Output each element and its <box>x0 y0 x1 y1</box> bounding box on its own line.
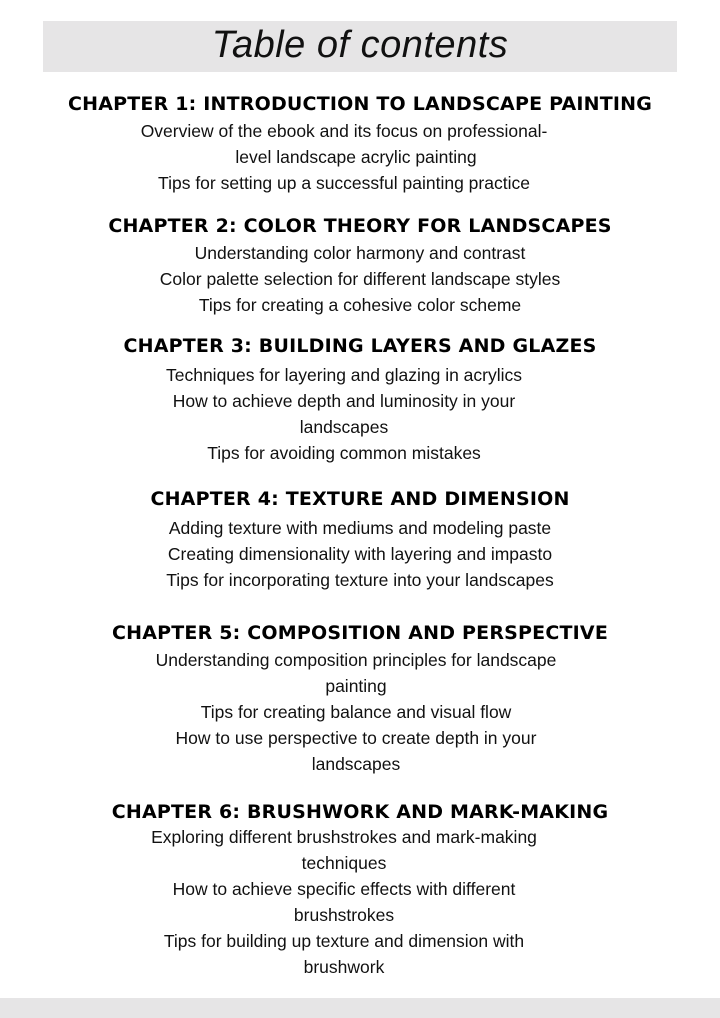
chapter-line: brushstrokes <box>293 905 395 925</box>
chapter-heading: CHAPTER 6: BRUSHWORK AND MARK-MAKING <box>111 801 609 823</box>
chapter-heading: CHAPTER 3: BUILDING LAYERS AND GLAZES <box>123 335 597 357</box>
chapter-line: Tips for incorporating texture into your landscapes <box>166 570 554 590</box>
chapter-line: How to use perspective to create depth in your <box>175 728 537 748</box>
chapter-line: Tips for setting up a successful painting practice <box>158 173 530 193</box>
chapter-line: Techniques for layering and glazing in acrylics <box>165 365 523 385</box>
chapter-line: landscapes <box>299 417 389 437</box>
chapter-line: Tips for avoiding common mistakes <box>207 443 481 463</box>
chapter-line: Creating dimensionality with layering and impasto <box>167 544 553 564</box>
chapter-line: landscapes <box>311 754 401 774</box>
chapter-heading: CHAPTER 4: TEXTURE AND DIMENSION <box>150 488 570 510</box>
chapter-line: painting <box>325 676 387 696</box>
footer-bar <box>0 998 720 1018</box>
chapter-line: Tips for creating balance and visual flow <box>200 702 512 722</box>
chapter-line: Overview of the ebook and its focus on professional- <box>140 121 548 141</box>
chapter-heading: CHAPTER 2: COLOR THEORY FOR LANDSCAPES <box>108 215 612 237</box>
chapter-line: Exploring different brushstrokes and mark-making <box>151 827 537 847</box>
chapter-line: Tips for creating a cohesive color scheme <box>198 295 522 315</box>
title-bar <box>43 21 677 72</box>
chapter-line: techniques <box>301 853 387 873</box>
chapter-line: Tips for building up texture and dimension with <box>163 931 525 951</box>
page-title: Table of contents <box>211 24 509 66</box>
chapter-line: brushwork <box>303 957 385 977</box>
chapter-heading: CHAPTER 1: INTRODUCTION TO LANDSCAPE PAINTING <box>67 93 653 115</box>
chapter-line: How to achieve depth and luminosity in your <box>172 391 516 411</box>
chapter-line: Color palette selection for different landscape styles <box>159 269 561 289</box>
chapter-line: level landscape acrylic painting <box>235 147 477 167</box>
chapter-line: Understanding color harmony and contrast <box>194 243 526 263</box>
chapter-heading: CHAPTER 5: COMPOSITION AND PERSPECTIVE <box>112 622 608 644</box>
chapter-line: Understanding composition principles for landscape <box>155 650 557 670</box>
chapter-line: Adding texture with mediums and modeling paste <box>168 518 552 538</box>
chapter-line: How to achieve specific effects with different <box>172 879 516 899</box>
